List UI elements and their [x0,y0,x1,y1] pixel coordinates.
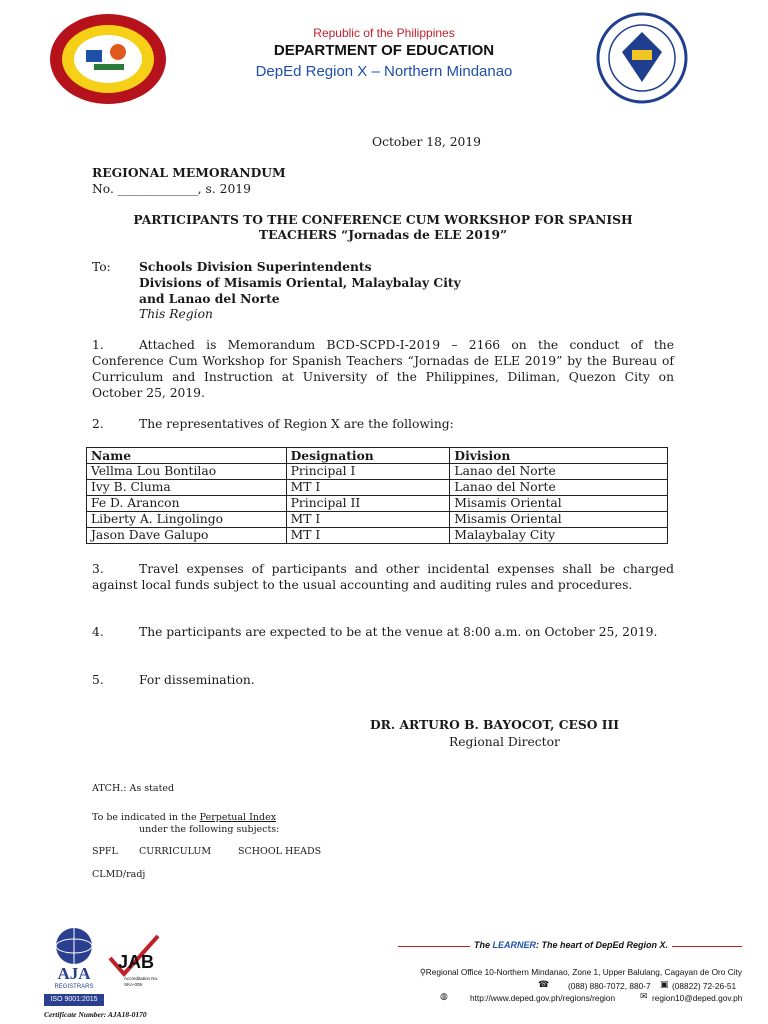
jab-text: JAB [118,952,155,972]
para-2-text: The representatives of Region X are the following: [139,417,454,431]
para-1-number: 1. [92,338,104,352]
index-subject-2: CURRICULUM [139,846,212,857]
memo-date: October 18, 2019 [372,135,482,149]
subject-line-1: PARTICIPANTS TO THE CONFERENCE CUM WORKSHOP FOR SPANISH [133,212,633,227]
para-5-number: 5. [92,673,104,687]
footer-email[interactable]: region10@deped.gov.ph [652,993,743,1003]
to-line-4: This Region [139,307,213,321]
para-1-text: Attached is Memorandum BCD-SCPD-I-2019 – 2166 on the conduct of the Conference Cum Workshop for Spanish Teachers “Jornadas de ELE 2019” by the Bureau of Curriculum and Instruction at University of the Philippines, Diliman, Quezon City on October 25, 2019. [92,338,674,400]
para-3-number: 3. [92,562,104,576]
right-seal [596,12,688,104]
cell-designation: MT I [286,512,450,528]
region-title: DepEd Region X – Northern Mindanao [255,63,513,80]
perpetual-index-line [92,812,276,824]
table-header-row [87,448,668,464]
kagawaran-seal-logo [596,12,688,104]
footer-address-line [394,967,742,977]
jab-sub: Accreditation No. SKA-005 [124,976,159,987]
tagline-learner: LEARNER [492,940,537,950]
para-4-number: 4. [92,625,104,639]
globe-icon: ◍ [440,992,448,1002]
cell-name: Ivy B. Cluma [87,480,287,496]
cell-division: Lanao del Norte [450,464,668,480]
attachment-note: ATCH.: As stated [92,783,175,794]
phone-icon: ☎ [538,980,550,990]
table-row [87,480,668,496]
para-4-text: The participants are expected to be at the venue at 8:00 a.m. on October 25, 2019. [139,625,658,639]
signatory-name: DR. ARTURO B. BAYOCOT, CESO III [370,717,619,732]
subject-line-2: TEACHERS “Jornadas de ELE 2019” [258,227,508,242]
cell-division: Lanao del Norte [450,480,668,496]
cell-division: Misamis Oriental [450,512,668,528]
footer-tagline [470,940,672,950]
tagline-rest: : The heart of DepEd Region X. [536,940,669,950]
index-subject-1: SPFL [92,846,118,857]
to-line-3: and Lanao del Norte [139,291,280,306]
table-row [87,512,668,528]
aja-sub: REGISTRARS [54,984,94,990]
tagline-the: The [474,940,493,950]
signatory-title: Regional Director [449,735,560,749]
table-row [87,464,668,480]
republic-line: Republic of the Philippines [313,26,455,40]
iso-badge: ISO 9001:2015 [50,996,98,1003]
cell-designation: MT I [286,480,450,496]
cell-designation: MT I [286,528,450,544]
email-icon: ✉ [640,992,648,1002]
cell-division: Misamis Oriental [450,496,668,512]
location-icon: ⚲ [419,967,426,977]
cell-name: Vellma Lou Bontilao [87,464,287,480]
fax-icon: ▣ [660,980,669,990]
department-title: DEPARTMENT OF EDUCATION [273,42,495,59]
para-3-text: Travel expenses of participants and other incidental expenses shall be charged against local funds subject to the usual accounting and auditing rules and procedures. [92,562,674,592]
index-prefix: To be indicated in the [92,812,200,823]
to-label: To: [92,260,111,274]
memo-number: No. _____________, s. 2019 [92,182,251,196]
aja-text: AJA [57,964,91,983]
aja-certification-logo [44,924,104,1008]
certificate-number: Certificate Number: AJA18-0170 [44,1010,147,1019]
to-line-1: Schools Division Superintendents [139,259,372,274]
para-5-text: For dissemination. [139,673,255,687]
table-row [87,496,668,512]
cell-designation: Principal II [286,496,450,512]
para-2-number: 2. [92,417,104,431]
footer-web[interactable]: http://www.deped.gov.ph/regions/region [470,993,616,1003]
cell-division: Malaybalay City [450,528,668,544]
index-subject-3: SCHOOL HEADS [238,846,322,857]
cell-name: Jason Dave Galupo [87,528,287,544]
memo-type: REGIONAL MEMORANDUM [92,165,286,180]
initials: CLMD/radj [92,869,146,880]
cell-name: Fe D. Arancon [87,496,287,512]
cell-name: Liberty A. Lingolingo [87,512,287,528]
header-name: Name [87,448,287,464]
perpetual-index-link: Perpetual Index [199,812,277,823]
footer-address: Regional Office 10-Northern Mindanao, Zone 1, Upper Balulang, Cagayan de Oro City [425,967,742,977]
index-suffix: under the following subjects: [139,824,280,835]
header-division: Division [450,448,668,464]
jab-accreditation-logo [106,934,162,1004]
table-row [87,528,668,544]
header-designation: Designation [286,448,450,464]
to-line-2: Divisions of Misamis Oriental, Malaybalay City [139,275,461,290]
representatives-table [86,447,668,544]
footer-fax: (08822) 72-26-51 [672,981,737,991]
footer-phone: (088) 880-7072, 880-7 [568,981,651,991]
cell-designation: Principal I [286,464,450,480]
